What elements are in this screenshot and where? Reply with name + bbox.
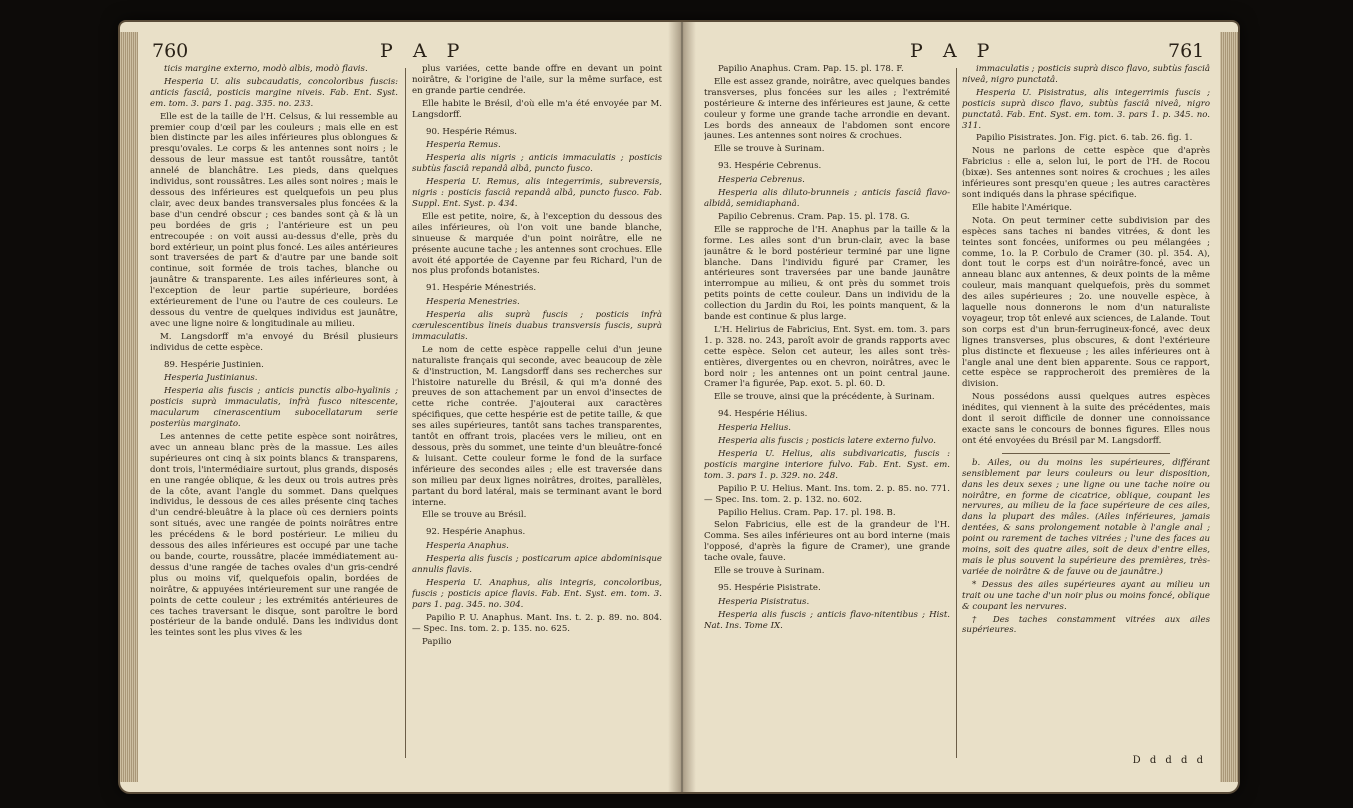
paragraph: immaculatis ; posticis suprà disco flavo, subtùs fasciâ niveâ, nigro punctatâ. — [962, 64, 1210, 85]
right-page — [700, 38, 1216, 778]
paragraph: † Des taches constamment vitrées aux ailes supérieures. — [962, 614, 1210, 636]
paragraph: Hesperia alis suprà fuscis ; posticis infrà cærulescentibus lineis duabus transversis fuscis, suprà immaculatis. — [412, 310, 662, 342]
book-spread — [120, 22, 1238, 792]
entry-heading: 94. Hespérie Hélius. — [718, 409, 808, 420]
paragraph: Elle est petite, noire, &, à l'exception du dessous des ailes inférieures, où l'on voit une bande blanche, sinueuse & marquée d'un point noirâtre, elle ne présente aucune tache ; les antennes sont crochues. Elle avoit été apportée de Cayenne par feu Richard, l'un de nos plus profonds botanistes. — [412, 211, 662, 277]
paragraph: Hesperia Menestries. — [426, 297, 520, 308]
paragraph: Nota. On peut terminer cette subdivision par des espèces sans taches ni bandes vitrées, & dont les teintes sont foncées, uniformes ou peu mélangées ; comme, 1o. la P. Corbulo de Cramer (30. pl. 354. A), dont tout le corps est d'un noirâtre-foncé, avec un anneau blanc aux antennes, & deux points de la même couleur, mais manquant quelquefois, près du sommet des ailes supérieures ; 2o. une nouvelle espèce, à laquelle nous donnerons le nom d'un naturaliste voyageur, trop tôt enlevé aux sciences, de Lalande. Tout son corps est d'un brun-ferrugineux-foncé, avec deux lignes transverses, plus obscures, & dont l'extérieure plus distincte et flexueuse ; les ailes inférieures ont à l'angle anal une dent bien apparente. Sous ce rapport, cette espèce se rapprocheroit des premières de la division. — [962, 215, 1210, 390]
paragraph: Elle est de la taille de l'H. Celsus, & lui ressemble au premier coup d'œil par les couleurs ; mais elle en est bien distincte par les ailes inférieures plus oblongues & presqu'ovales. Le corps & les antennes sont noirs ; le dessous de leur massue est tantôt roussâtre, tantôt annelé de blanchâtre. Les pieds, dans quelques individus, sont roussâtres. Les ailes sont noires ; mais le dessous des inférieures est quelquefois un peu plus clair, avec deux bandes transversales plus foncées & la base d'un cendré obscur ; ces bandes sont çà & là un peu bordées de gris ; l'antérieure est un peu entrecoupée : on voit aussi au-dessus d'elle, près du bord extérieur, un point plus foncé. Les ailes antérieures sont traversées de part & d'autre par une bande soit continue, soit formée de trois taches, blanche ou jaunâtre & transparente. Les ailes inférieures sont, à l'exception de leur partie supérieure, bordées extérieurement de l'une ou l'autre de ces couleurs. Le dessous du ventre de quelques individus est jaunâtre, avec une ligne noire & longitudinale au milieu. — [150, 111, 398, 329]
left-column-2 — [412, 64, 662, 778]
paragraph: Elle se trouve au Brésil. — [422, 510, 527, 521]
paragraph: Hesperia alis fuscis ; anticis punctis albo-hyalinis ; posticis suprà immaculatis, infrà fusco nitescente, macularum cinerascentium subocellatarum serie posteriùs marginato. — [150, 386, 398, 430]
entry-heading: 95. Hespérie Pisistrate. — [718, 582, 821, 593]
paragraph: Hesperia U. alis subcaudatis, concoloribus fuscis: anticis fasciâ, posticis margine niveis. Fab. Ent. Syst. em. tom. 3. pars 1. pag. 335. no. 233. — [150, 76, 398, 109]
paragraph: Hesperia Remus. — [426, 140, 501, 151]
paragraph: Hesperia alis fuscis ; anticis flavo-nitentibus ; Hist. Nat. Ins. Tome IX. — [704, 609, 950, 631]
paragraph: Selon Fabricius, elle est de la grandeur de l'H. Comma. Ses ailes inférieures ont au bord interne (mais l'opposé, d'après la figure de Cramer), une grande tache ovale, fauve. — [704, 520, 950, 564]
paragraph: Hesperia U. Helius, alis subdivaricatis, fuscis : posticis margine interiore fulvo. Fab. Ent. Syst. em. tom. 3. pars 1. p. 329. no. 248. — [704, 449, 950, 481]
paragraph: Nous ne parlons de cette espèce que d'après Fabricius : elle a, selon lui, le port de l'H. de Rocou (bixæ). Ses antennes sont noires & crochues ; les ailes inférieures sont presqu'en queue ; les autres caractères sont indiqués dans la phrase spécifique. — [962, 146, 1210, 200]
right-running-head — [700, 38, 1216, 64]
left-column-1 — [150, 64, 398, 778]
paragraph: Elle est assez grande, noirâtre, avec quelques bandes transverses, plus foncées sur les ailes ; l'extrémité postérieure & interne des inférieures est jaune, & cette couleur y forme une grande tache arrondie en devant. Les bords des anneaux de l'abdomen sont encore jaunes. Les antennes sont noires & crochues. — [704, 76, 950, 142]
column-rule — [405, 68, 406, 758]
column-rule — [956, 68, 957, 758]
paragraph: Hesperia U. Anaphus, alis integris, concoloribus, fuscis ; posticis apice flavis. Fab. Ent. Syst. em. tom. 3. pars 1. pag. 345. no. 304. — [412, 577, 662, 610]
paragraph: Papilio Helius. Cram. Pap. 17. pl. 198. B. — [718, 507, 896, 518]
paragraph: Elle se trouve, ainsi que la précédente, à Surinam. — [714, 392, 935, 403]
paragraph: Elle habite l'Amérique. — [972, 202, 1073, 213]
paragraph: b. Ailes, ou du moins les supérieures, différant sensiblement par leurs couleurs ou leur disposition, dans les deux sexes ; une ligne ou une tache noire ou noirâtre, en forme de cicatrice, oblique, coupant les nervures, au milieu de la face supérieure de ces ailes, dans la plupart des mâles. (Ailes inférieures, jamais dentées, & sans prolongement notable à l'angle anal ; point ou rarement de taches vitrées ; l'une des faces au moins, soit des quatre ailes, soit de deux d'entre elles, mais le plus souvent la supérieure des premières, très-variée de noirâtre & de fauve ou de jaunâtre.) — [962, 457, 1210, 577]
paragraph: Hesperia Pisistratus. — [718, 596, 810, 607]
left-running-head — [142, 38, 668, 64]
paragraph: Les antennes de cette petite espèce sont noirâtres, avec un anneau blanc près de la massue. Les ailes supérieures ont cinq à six points blancs & transparens, dont trois, l'intermédiaire surtout, plus grands, disposés en une rangée oblique, & les deux ou trois autres près de la côte, avant l'angle du sommet. Dans quelques individus, le dessous de ces ailes présente cinq taches d'un cendré-bleuâtre à la place où ces derniers points sont situés, avec une rangée de points noirâtres entre les précédens & le bord postérieur. Le milieu du dessous des ailes inférieures est occupé par une tache ou bande, courte, roussâtre, placée immédiatement au-dessus d'une rangée de taches ovales d'un gris-cendré plus ou moins vif, quelquefois opalin, bordées de noirâtre, & appuyées intérieurement sur une rangée de points de cette couleur ; les extrémités antérieures de ces taches traversant le disque, sont paroître le bord postérieur de la bande ondulé. Dans les individus dont les teintes sont les plus vives & les — [150, 432, 398, 639]
paragraph: Hesperia alis fuscis ; posticarum apice abdominisque annulis flavis. — [412, 554, 662, 576]
paragraph: Elle se trouve à Surinam. — [714, 144, 825, 155]
left-head-title: P A P — [380, 40, 467, 62]
page-edges-right — [1220, 32, 1238, 782]
paragraph: Hesperia Justinianus. — [164, 373, 258, 384]
page-edges-left — [120, 32, 138, 782]
paragraph: Hesperia alis fuscis ; posticis latere externo fulvo. — [718, 436, 936, 447]
paragraph: plus variées, cette bande offre en devant un point noirâtre, & l'origine de l'aile, sur la même surface, est en grande partie cendrée. — [412, 64, 662, 96]
paragraph: ticis margine externo, modò albis, modò flavis. — [164, 64, 368, 74]
paragraph: Hesperia alis nigris ; anticis immaculatis ; posticis subtùs fasciâ repandâ albâ, puncto fusco. — [412, 153, 662, 175]
left-page-number: 760 — [152, 40, 189, 62]
paragraph: Papilio Anaphus. Cram. Pap. 15. pl. 178. F. — [718, 64, 904, 74]
left-page — [142, 38, 668, 778]
right-column-2 — [962, 64, 1210, 778]
entry-heading: 89. Hespérie Justinien. — [164, 359, 264, 370]
paragraph: Elle se trouve à Surinam. — [714, 566, 825, 577]
right-head-title: P A P — [910, 40, 997, 62]
paragraph: * Dessus des ailes supérieures ayant au milieu un trait ou une tache d'un noir plus ou moins foncé, oblique & coupant les nervures. — [962, 579, 1210, 612]
paragraph: Hesperia Cebrenus. — [718, 175, 805, 186]
paragraph: Le nom de cette espèce rappelle celui d'un jeune naturaliste français qui seconde, avec beaucoup de zèle & d'instruction, M. Langsdorff dans ses recherches sur l'histoire naturelle du Brésil, & qui m'a donné des preuves de son attachement par un envoi d'insectes de cette riche contrée. J'ajouterai aux caractères spécifiques, que cette hespérie est de petite taille, & que ses ailes supérieures, tantôt sans taches transparentes, tantôt en offrant trois, placées vers le milieu, ont en dessous, près du sommet, une teinte d'un bleuâtre-foncé & luisant. Cette couleur forme le fond de la surface inférieure des secondes ailes ; elle est traversée dans son milieu par deux lignes noirâtres, droites, parallèles, partant du bord latéral, mais se terminant avant le bord interne. — [412, 344, 662, 508]
paragraph: M. Langsdorff m'a envoyé du Brésil plusieurs individus de cette espèce. — [150, 331, 398, 353]
footnote-rule — [1002, 453, 1170, 454]
paragraph: Hesperia Anaphus. — [426, 541, 509, 552]
entry-heading: 90. Hespérie Rémus. — [426, 126, 518, 137]
paragraph: Papilio Pisistrates. Jon. Fig. pict. 6. tab. 26. fig. 1. — [976, 133, 1193, 144]
paragraph: Elle se rapproche de l'H. Anaphus par la taille & la forme. Les ailes sont d'un brun-clair, avec la base jaunâtre & le bord postérieur terminé par une ligne blanche. Dans l'individu figuré par Cramer, les antérieures sont traversées par une bande jaunâtre interrompue au milieu, & ont près du sommet trois petits points de cette couleur. Dans un individu de la collection du Jardin du Roi, les points manquent, & la bande est continue & plus large. — [704, 224, 950, 323]
paragraph: Papilio P. U. Helius. Mant. Ins. tom. 2. p. 85. no. 771. — Spec. Ins. tom. 2. p. 132. no. 602. — [704, 483, 950, 505]
entry-heading: 92. Hespérie Anaphus. — [426, 527, 526, 538]
paragraph: Hesperia alis diluto-brunneis ; anticis fasciâ flavo-albidâ, semidiaphanâ. — [704, 188, 950, 209]
entry-heading: 93. Hespérie Cebrenus. — [718, 161, 822, 172]
paragraph: Papilio — [422, 636, 452, 647]
paragraph: Papilio P. U. Anaphus. Mant. Ins. t. 2. p. 89. no. 804. — Spec. Ins. tom. 2. p. 135. no. 625. — [412, 612, 662, 634]
paragraph: Nous possédons aussi quelques autres espèces inédites, qui viennent à la suite des précédentes, mais dont il seroit difficile de donner une connoissance exacte sans le concours de bonnes figures. Elles nous ont été envoyées du Brésil par M. Langsdorff. — [962, 392, 1210, 446]
paragraph: Elle habite le Brésil, d'où elle m'a été envoyée par M. Langsdorff. — [412, 98, 662, 120]
paragraph: Hesperia U. Pisistratus, alis integerrimis fuscis ; posticis suprà disco flavo, subtùs fasciâ niveâ, nigro punctatâ. Fab. Ent. Syst. em. tom. 3. pars 1. p. 345. no. 311. — [962, 87, 1210, 131]
paragraph: Hesperia U. Remus, alis integerrimis, subreversis, nigris : posticis fasciâ repandâ albâ, puncto fusco. Fab. Suppl. Ent. Syst. p. 434. — [412, 177, 662, 209]
signature-mark: D d d d d — [1132, 755, 1206, 766]
entry-heading: 91. Hespérie Ménestriés. — [426, 283, 537, 294]
paragraph: Papilio Cebrenus. Cram. Pap. 15. pl. 178. G. — [718, 211, 910, 222]
right-column-1 — [704, 64, 950, 778]
right-page-number: 761 — [1168, 40, 1205, 62]
paragraph: L'H. Helirius de Fabricius, Ent. Syst. em. tom. 3. pars 1. p. 328. no. 243, paroît avoir de grands rapports avec cette espèce. Selon cet auteur, les ailes sont très-entières, divergentes ou en chevron, noirâtres, avec le bord noir ; les antennes ont un point central jaune. Cramer l'a figurée, Pap. exot. 5. pl. 60. D. — [704, 324, 950, 390]
paragraph: Hesperia Helius. — [718, 423, 792, 434]
book-gutter — [668, 22, 696, 792]
